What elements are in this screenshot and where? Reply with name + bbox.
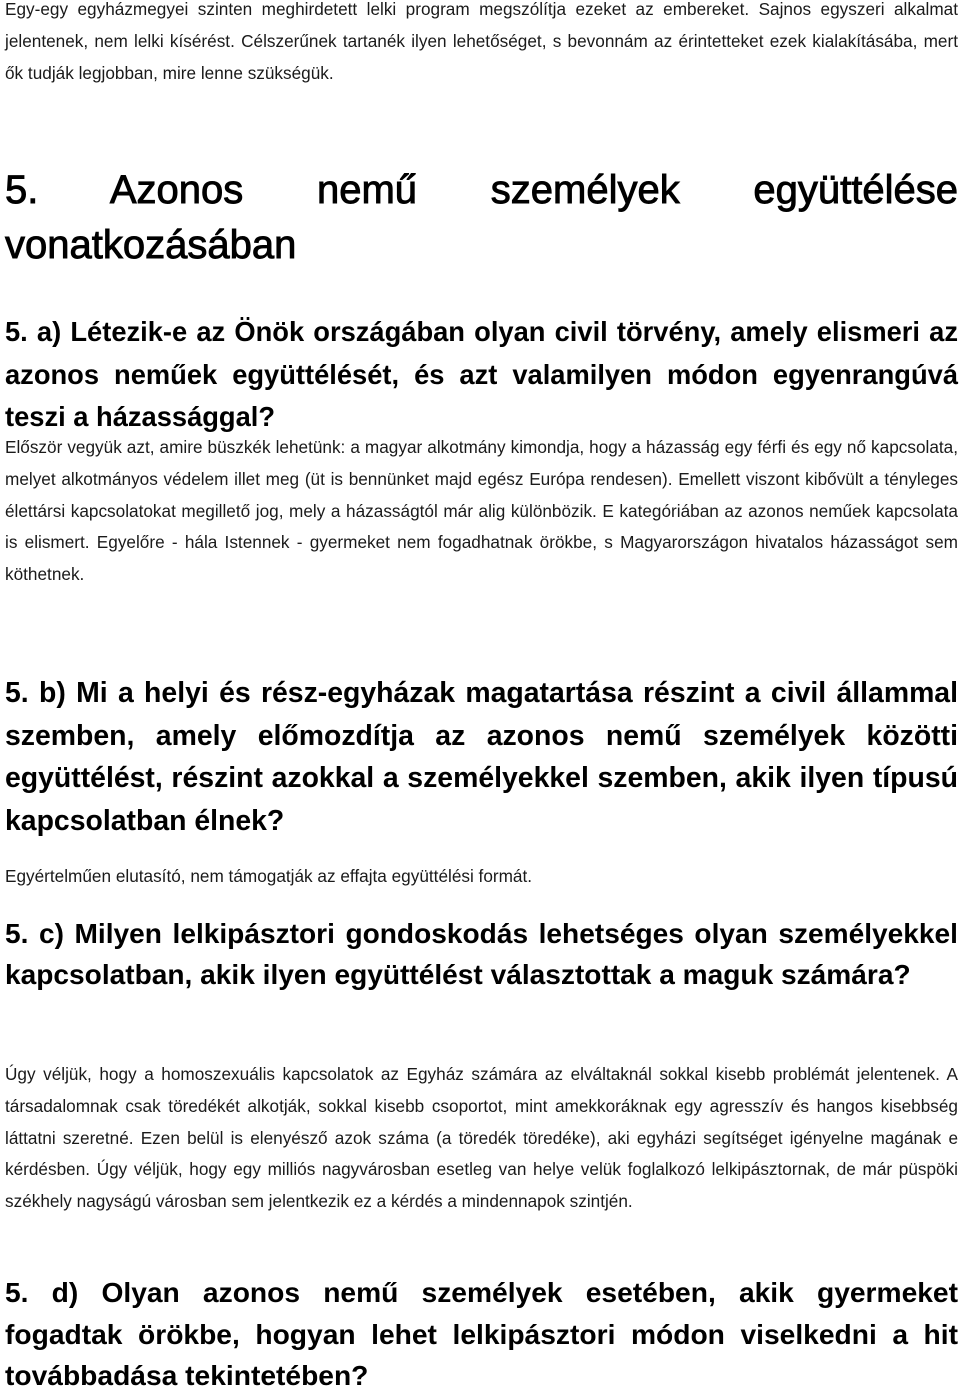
- question-5b-heading: 5. b) Mi a helyi és rész-egyházak magatartása részint a civil állammal szemben, amely előmozdítja az azonos nemű személyek közötti együttélést, részint azokkal a személyekkel szemben, akik ilyen típusú kapcsolatban élnek?: [5, 677, 958, 837]
- answer-5c-paragraph: Úgy véljük, hogy a homoszexuális kapcsolatok az Egyház számára az elváltaknál sokkal kisebb problémát jelentenek. A társadalomnak csak töredékét alkotják, sokkal kisebb csoportot, mint amekkoráknak egy agresszív és hangos kisebbség láttatni szeretné. Ezen belül is elenyésző azok száma (a töredék töredéke), aki egyházi segítséget igényelne magának e kérdésben. Úgy véljük, hogy egy milliós nagyvárosban esetleg van helye velük foglalkozó lelkipásztornak, de már püspöki székhely nagyságú városban sem jelentkezik ez a kérdés a mindennapok szintjén.: [5, 1064, 958, 1212]
- question-5c-heading: 5. c) Milyen lelkipásztori gondoskodás lehetséges olyan személyekkel kapcsolatban, akik ilyen együttélést választottak a maguk számára?: [5, 918, 958, 990]
- answer-5a-paragraph: Először vegyük azt, amire büszkék lehetünk: a magyar alkotmány kimondja, hogy a házasság egy férfi és egy nő kapcsolata, melyet alkotmányos védelem illet meg (üt is bennünket majd egész Európa rendesen). Emellett viszont kibővült a tényleges élettársi kapcsolatokat megillető jog, mely a házasságtól már alig különbözik. E kategóriában az azonos neműek kapcsolata is elismert. Egyelőre - hála Istennek - gyermeket nem fogadhatnak örökbe, s Magyarországon hivatalos házasságot sem köthetnek.: [5, 437, 958, 585]
- question-5a-heading: 5. a) Létezik-e az Önök országában olyan civil törvény, amely elismeri az azonos neműek együttélését, és azt valamilyen módon egyenrangúvá teszi a házassággal?: [5, 316, 958, 432]
- answer-5b-paragraph: Egyértelműen elutasító, nem támogatják az effajta együttélési formát.: [5, 866, 533, 886]
- question-5d-heading: 5. d) Olyan azonos nemű személyek esetében, akik gyermeket fogadtak örökbe, hogyan lehet lelkipásztori módon viselkedni a hit továbbadása tekintetében?: [5, 1276, 958, 1391]
- section-heading: 5. Azonos nemű személyek együttélése vonatkozásában: [5, 168, 958, 267]
- intro-paragraph: Egy-egy egyházmegyei szinten meghirdetett lelki program megszólítja ezeket az embereket. Sajnos egyszeri alkalmat jelentenek, nem lelki kísérést. Célszerűnek tartanék ilyen lehetőséget, s bevonnám az érintetteket ezek kialakításába, mert ők tudják legjobban, mire lenne szükségük.: [5, 0, 958, 83]
